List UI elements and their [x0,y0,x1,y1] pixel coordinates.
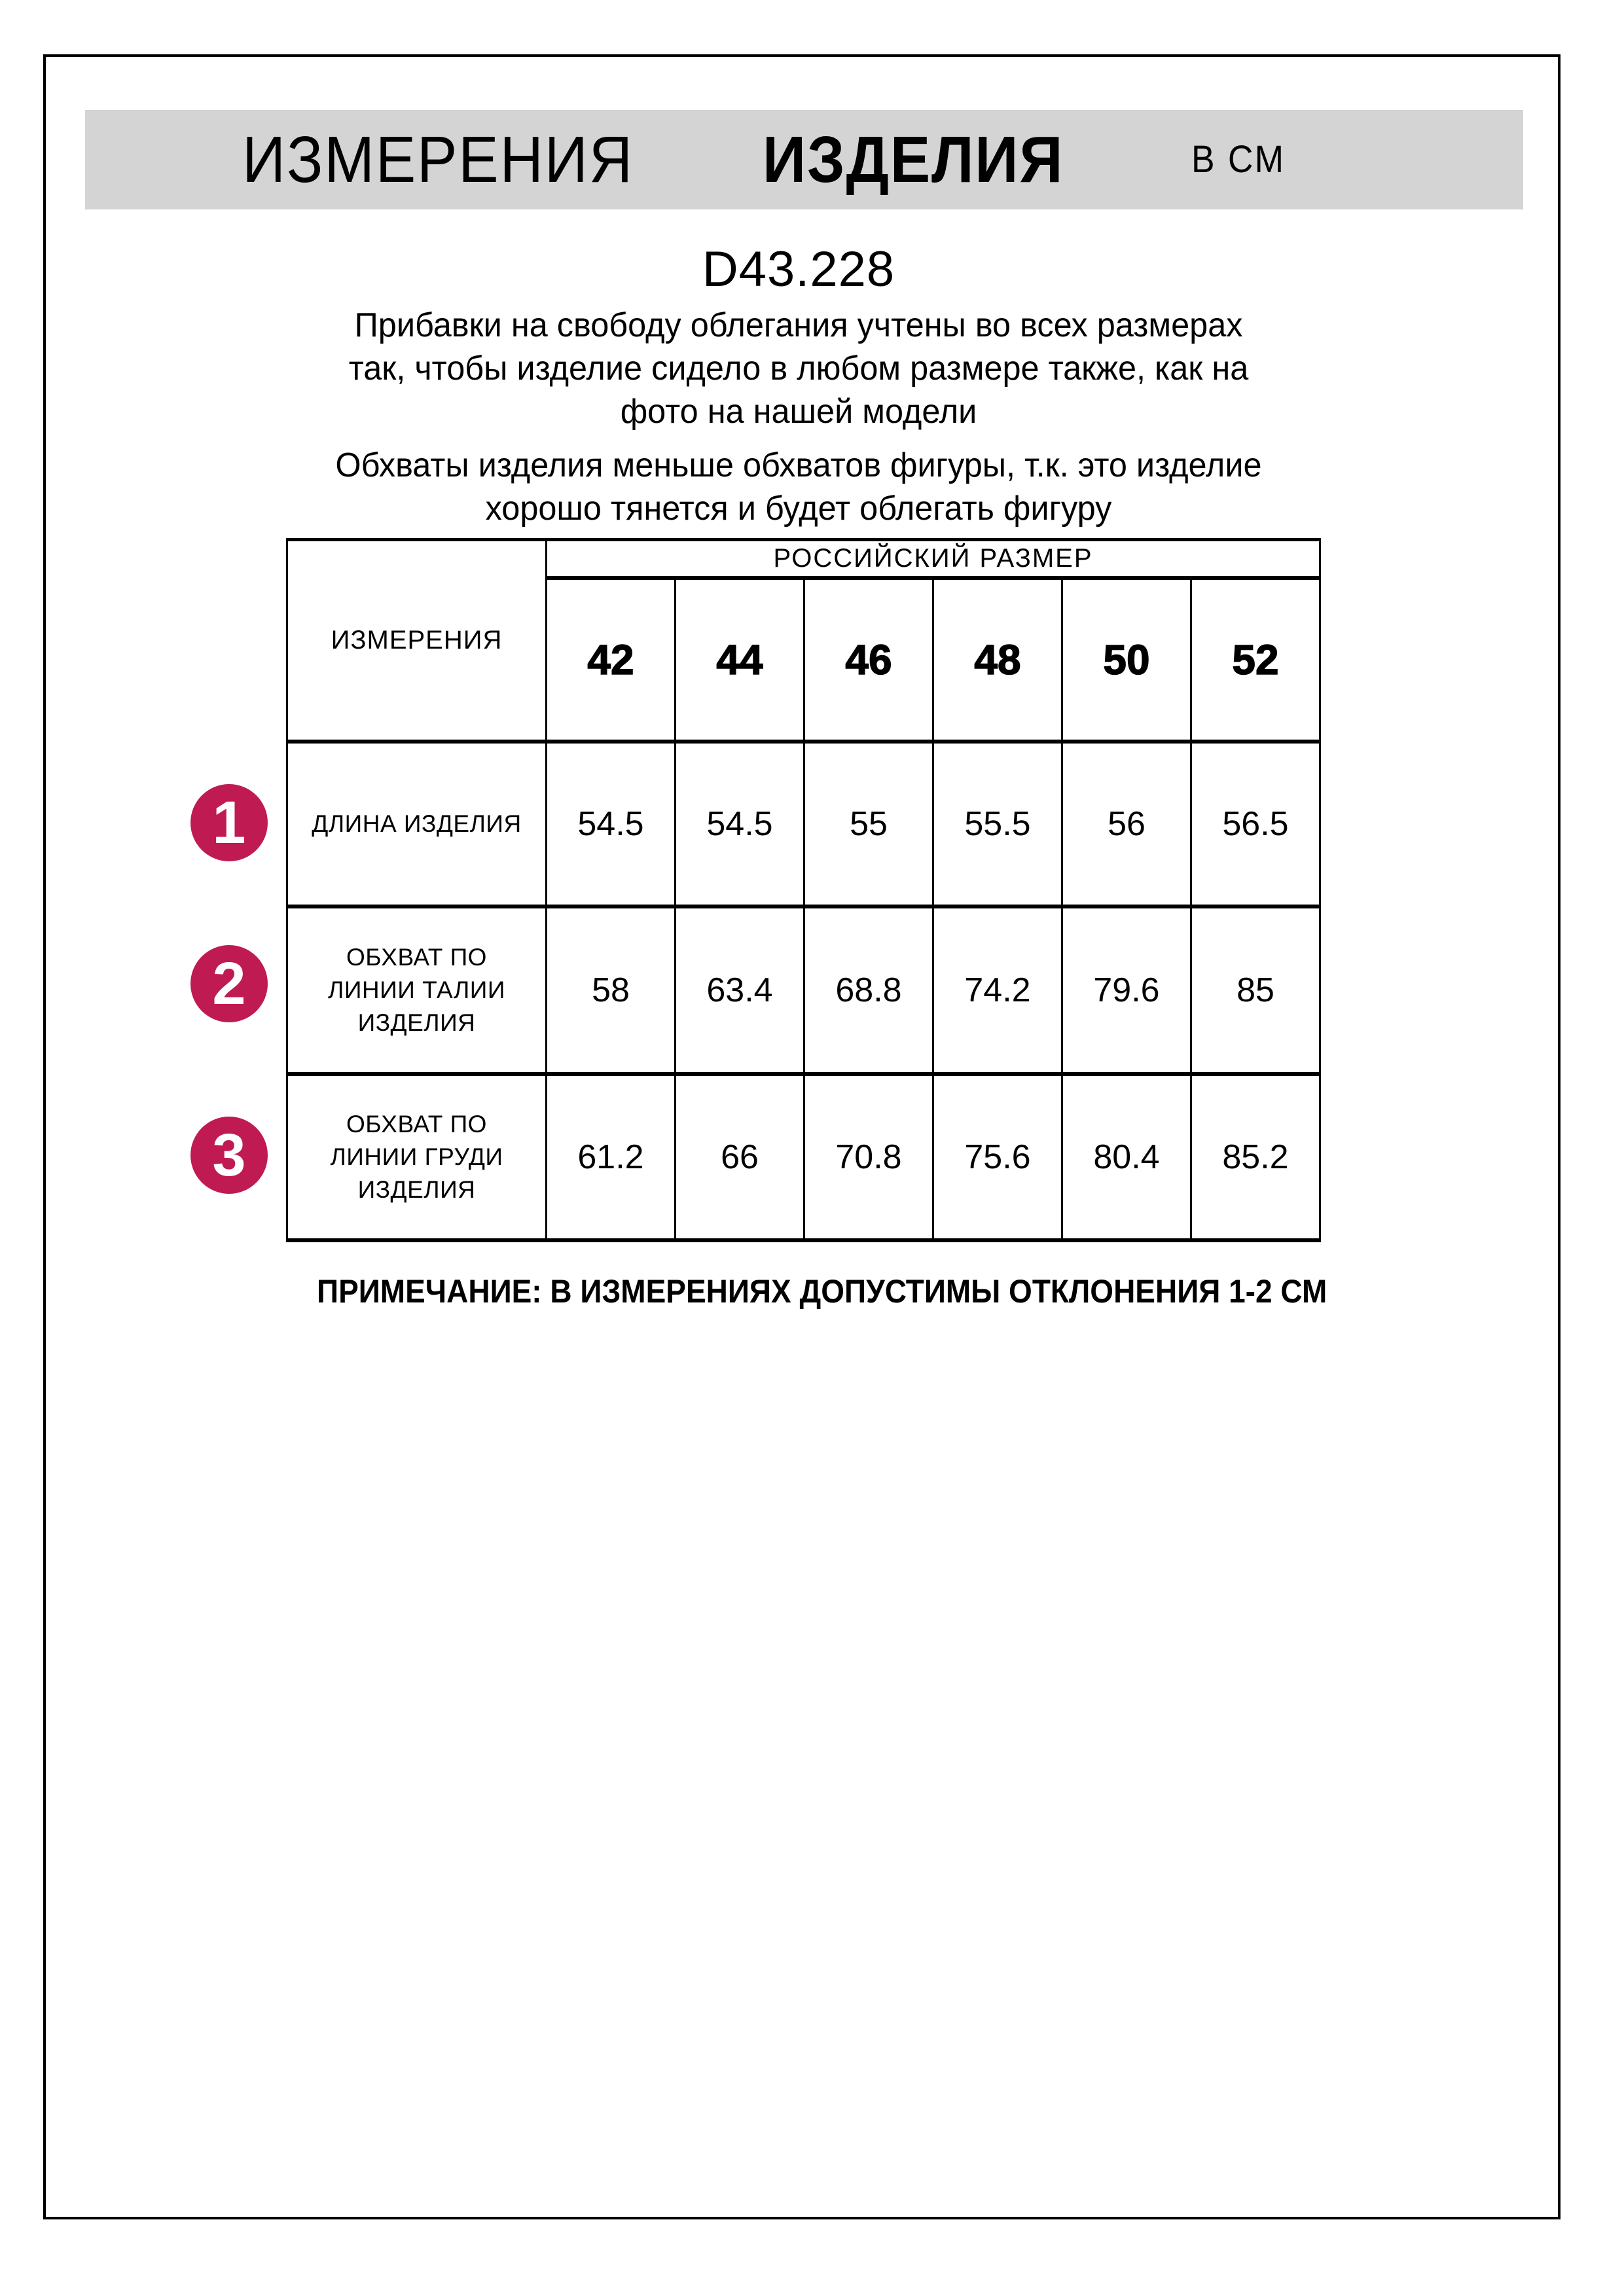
intro-block [275,241,1322,530]
table-row-length [287,742,1320,906]
row-label-line: ЛИНИИ ГРУДИ [330,1143,503,1170]
paragraph-line: так, чтобы изделие сидело в любом размере также, как на [348,350,1249,387]
row-number-badge-2: 2 [190,945,268,1022]
size-measurement-table [286,538,1321,1242]
row-label-line: ИЗДЕЛИЯ [357,1175,476,1203]
product-code: D43.228 [702,242,895,297]
table-cell: 75.6 [933,1074,1062,1240]
table-cell: 55.5 [933,742,1062,906]
table-cell: 63.4 [676,906,804,1074]
row-label-line: ДЛИНА ИЗДЕЛИЯ [312,810,522,837]
table-cell: 58 [547,906,676,1074]
fit-allowance-paragraph [275,304,1322,433]
table-cell: 68.8 [804,906,933,1074]
measure-column-header: ИЗМЕРЕНИЯ [287,540,547,742]
title-word-izmereniya: ИЗМЕРЕНИЯ [242,123,634,196]
table-cell: 54.5 [547,742,676,906]
row-number-badge-1: 1 [190,784,268,861]
row-label-waist-girth [287,906,547,1074]
table-cell: 85 [1191,906,1320,1074]
row-label-chest-girth [287,1074,547,1240]
row-label-line: ОБХВАТ ПО [346,1110,487,1138]
size-header-48: 48 [933,578,1062,742]
table-cell: 56 [1062,742,1191,906]
table-cell: 66 [676,1074,804,1240]
table-cell: 79.6 [1062,906,1191,1074]
size-header-46: 46 [804,578,933,742]
row-label-line: ЛИНИИ ТАЛИИ [328,976,505,1003]
title-units-label: В СМ [1191,138,1286,181]
size-header-50: 50 [1062,578,1191,742]
table-cell: 56.5 [1191,742,1320,906]
row-label-line: ИЗДЕЛИЯ [357,1009,476,1036]
size-header-44: 44 [676,578,804,742]
table-cell: 85.2 [1191,1074,1320,1240]
paragraph-line: хорошо тянется и будет облегать фигуру [485,490,1112,528]
table-cell: 70.8 [804,1074,933,1240]
size-header-42: 42 [547,578,676,742]
table-row-waist-girth [287,906,1320,1074]
title-word-izdeliya: ИЗДЕЛИЯ [763,123,1064,196]
row-number-badge-3: 3 [190,1117,268,1194]
table-row [287,540,1320,578]
table-cell: 80.4 [1062,1074,1191,1240]
table-cell: 74.2 [933,906,1062,1074]
paragraph-line: Прибавки на свободу облегания учтены во всех размерах [354,306,1243,344]
row-label-line: ОБХВАТ ПО [346,943,487,971]
table-cell: 54.5 [676,742,804,906]
table-row-chest-girth [287,1074,1320,1240]
paragraph-line: Обхваты изделия меньше обхватов фигуры, т.к. это изделие [335,446,1262,484]
row-label-length [287,742,547,906]
stretch-note-paragraph [275,444,1322,530]
table-cell: 61.2 [547,1074,676,1240]
size-header-52: 52 [1191,578,1320,742]
table-cell: 55 [804,742,933,906]
tolerance-footnote: ПРИМЕЧАНИЕ: В ИЗМЕРЕНИЯХ ДОПУСТИМЫ ОТКЛОНЕНИЯ 1-2 СМ [317,1273,1327,1310]
paragraph-line: фото на нашей модели [620,393,977,431]
russian-size-header: РОССИЙСКИЙ РАЗМЕР [547,540,1320,578]
title-bar [85,110,1523,209]
